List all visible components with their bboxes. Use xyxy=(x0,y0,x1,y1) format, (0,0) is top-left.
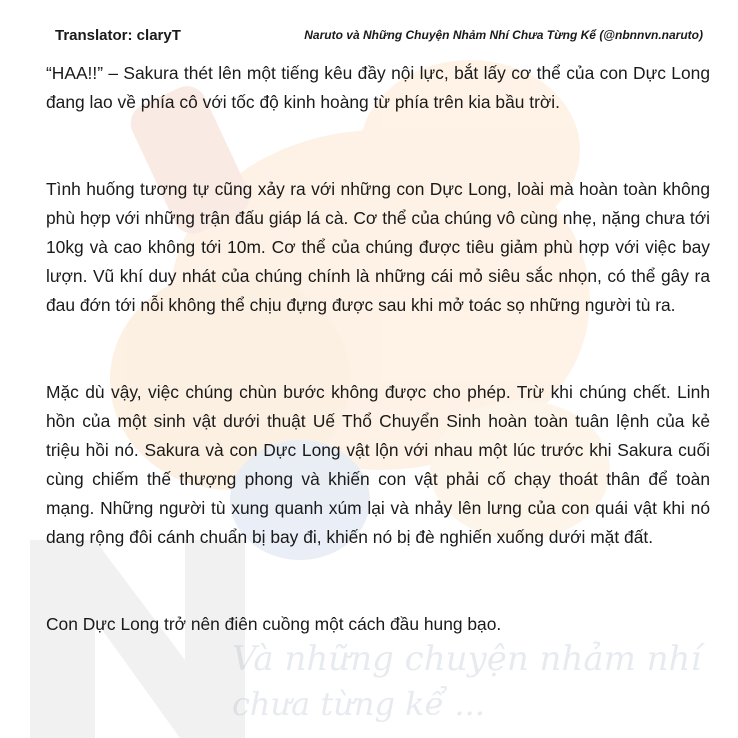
watermark-line2: chưa từng kể ... xyxy=(232,685,485,723)
paragraph-1: “HAA!!” – Sakura thét lên một tiếng kêu đầy nội lực, bắt lấy cơ thể của con Dực Long đang lao về phía cô với tốc độ kinh hoàng từ phía trên kia bầu trời. xyxy=(46,63,710,112)
page-header xyxy=(0,27,738,49)
translator-credit: Translator: claryT xyxy=(55,27,181,44)
watermark-line1: Và những chuyện nhảm nhí xyxy=(232,639,702,679)
paragraph-3: Mặc dù vậy, việc chúng chùn bước không được cho phép. Trừ khi chúng chết. Linh hồn của một sinh vật dưới thuật Uế Thổ Chuyển Sinh hoàn toàn tuân lệnh của kẻ triệu hồi nó. Sakura và con Dực Long vật lộn với nhau một lúc trước khi Sakura cuối cùng chiếm thế thượng phong và khiến con vật phải cố chạy thoát thân để toàn mạng. Những người tù xung quanh xúm lại và nhảy lên lưng của con quái vật khi nó dang rộng đôi cánh chuẩn bị bay đi, khiến nó bị đè nghiến xuống dưới mặt đất. xyxy=(46,382,710,547)
paragraph-4: Con Dực Long trở nên điên cuồng một cách đầu hung bạo. xyxy=(46,614,502,634)
document-body xyxy=(46,59,710,639)
series-title: Naruto và Những Chuyện Nhảm Nhí Chưa Từng Kể (@nbnnvn.naruto) xyxy=(304,28,703,42)
paragraph-2: Tình huống tương tự cũng xảy ra với những con Dực Long, loài mà hoàn toàn không phù hợp với những trận đấu giáp lá cà. Cơ thể của chúng vô cùng nhẹ, nặng chưa tới 10kg và cao không tới 10m. Cơ thể của chúng được tiêu giảm phù hợp với việc bay lượn. Vũ khí duy nhát của chúng chính là những cái mỏ siêu sắc nhọn, có thể gây ra đau đớn tới nỗi không thể chịu đựng được sau khi mở toác sọ những người tù ra. xyxy=(46,179,710,315)
